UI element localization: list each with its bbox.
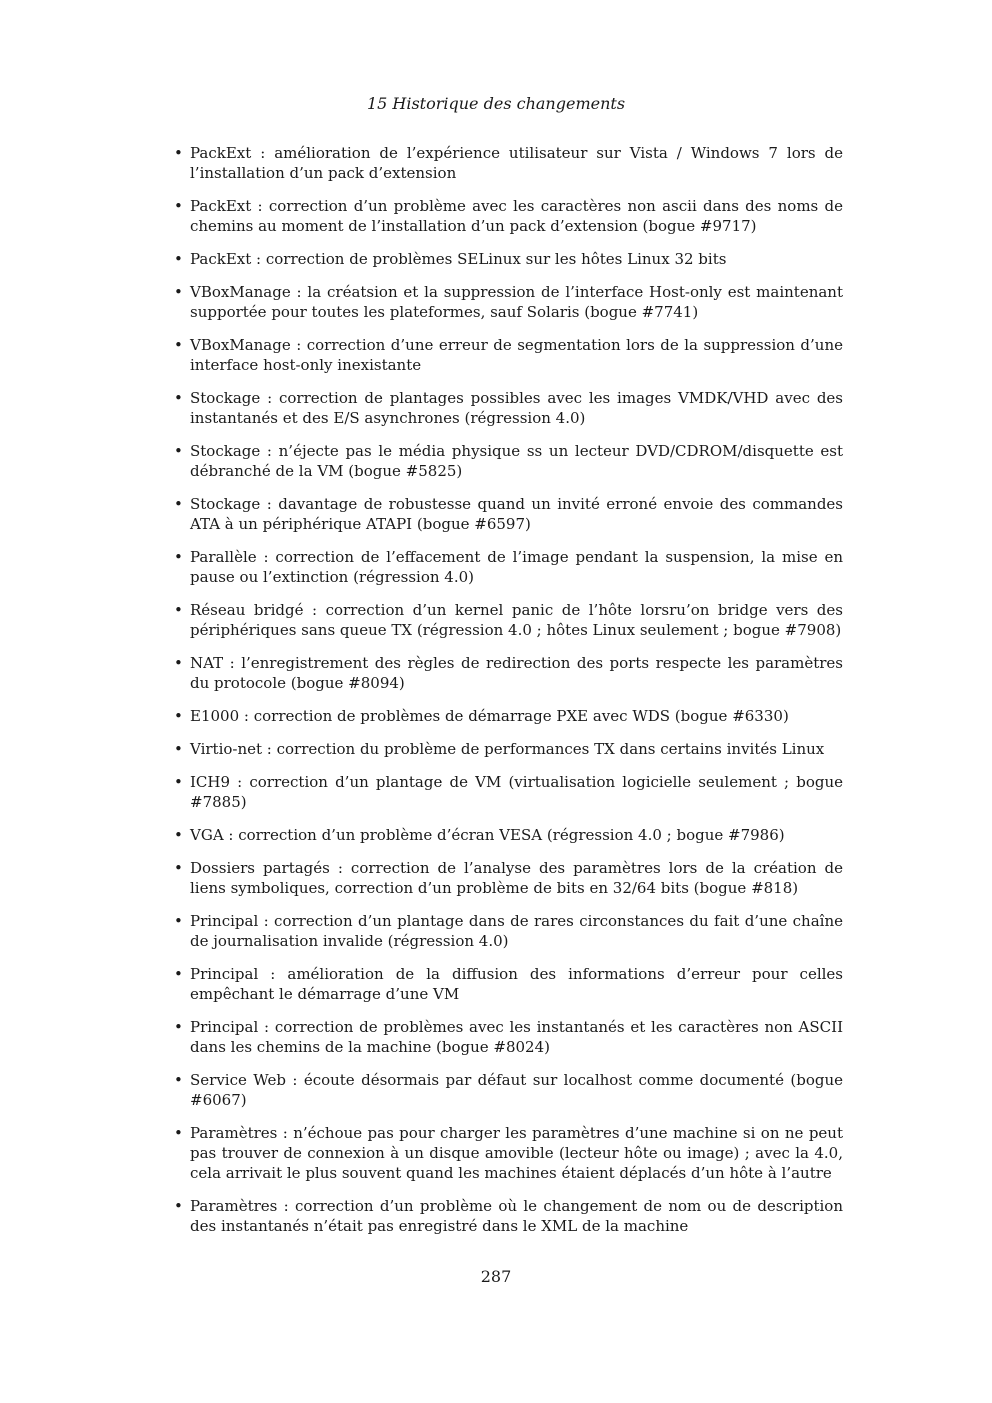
list-item — [172, 1017, 843, 1057]
list-item-text: Stockage : davantage de robustesse quand un invité erroné envoie des commandes ATA à un périphérique ATAPI (bogue #6597) — [190, 495, 843, 533]
bullet: • — [174, 283, 183, 301]
list-item-text: Principal : correction de problèmes avec les instantanés et les caractères non ASCII dans les chemins de la machine (bogue #8024) — [190, 1018, 843, 1056]
bullet: • — [174, 707, 183, 725]
list-item — [172, 858, 843, 898]
list-item-text: Paramètres : n’échoue pas pour charger les paramètres d’une machine si on ne peut pas trouver de connexion à un disque amovible (lecteur hôte ou image) ; avec la 4.0, cela arrivait le plus souvent quand les machines étaient déplacés d’un hôte à l’autre — [190, 1124, 843, 1182]
list-item-text: VBoxManage : la créatsion et la suppression de l’interface Host-only est maintenant supportée pour toutes les plateformes, sauf Solaris (bogue #7741) — [190, 283, 843, 321]
list-item — [172, 494, 843, 534]
bullet: • — [174, 859, 183, 877]
list-item-text: Service Web : écoute désormais par défaut sur localhost comme documenté (bogue #6067) — [190, 1071, 843, 1109]
bullet: • — [174, 1124, 183, 1142]
list-item-text: PackExt : correction de problèmes SELinux sur les hôtes Linux 32 bits — [190, 250, 727, 268]
list-item-text: Virtio-net : correction du problème de performances TX dans certains invités Linux — [190, 740, 825, 758]
list-item — [172, 196, 843, 236]
list-item — [172, 825, 843, 845]
list-item-text: Parallèle : correction de l’effacement de l’image pendant la suspension, la mise en pause ou l’extinction (régression 4.0) — [190, 548, 843, 586]
bullet: • — [174, 601, 183, 619]
list-item-text: E1000 : correction de problèmes de démarrage PXE avec WDS (bogue #6330) — [190, 707, 789, 725]
list-item — [172, 547, 843, 587]
list-item — [172, 388, 843, 428]
list-item — [172, 282, 843, 322]
list-item — [172, 706, 843, 726]
bullet: • — [174, 1197, 183, 1215]
list-item-text: Principal : correction d’un plantage dans de rares circonstances du fait d’une chaîne de journalisation invalide (régression 4.0) — [190, 912, 843, 950]
bullet: • — [174, 654, 183, 672]
list-item — [172, 911, 843, 951]
bullet: • — [174, 495, 183, 513]
running-header: 15 Historique des changements — [366, 94, 626, 113]
list-item — [172, 143, 843, 183]
page-number: 287 — [480, 1267, 512, 1286]
list-item — [172, 739, 843, 759]
bullet: • — [174, 1018, 183, 1036]
bullet: • — [174, 965, 183, 983]
bullet: • — [174, 826, 183, 844]
bullet: • — [174, 197, 183, 215]
list-item-text: PackExt : correction d’un problème avec les caractères non ascii dans des noms de chemins au moment de l’installation d’un pack d’extension (bogue #9717) — [190, 197, 843, 235]
list-item — [172, 964, 843, 1004]
list-item-text: VBoxManage : correction d’une erreur de segmentation lors de la suppression d’une interface host-only inexistante — [190, 336, 843, 374]
list-item-text: Stockage : n’éjecte pas le média physique ss un lecteur DVD/CDROM/disquette est débranché de la VM (bogue #5825) — [190, 442, 843, 480]
bullet: • — [174, 389, 183, 407]
bullet: • — [174, 1071, 183, 1089]
list-item — [172, 600, 843, 640]
bullet: • — [174, 740, 183, 758]
bullet: • — [174, 144, 183, 162]
list-item — [172, 1070, 843, 1110]
list-item — [172, 772, 843, 812]
list-item — [172, 335, 843, 375]
list-item — [172, 653, 843, 693]
list-item-text: VGA : correction d’un problème d’écran VESA (régression 4.0 ; bogue #7986) — [190, 826, 785, 844]
list-item-text: Paramètres : correction d’un problème où le changement de nom ou de description des instantanés n’était pas enregistré dans le XML de la machine — [190, 1197, 843, 1235]
list-item — [172, 1123, 843, 1183]
list-item-text: Dossiers partagés : correction de l’analyse des paramètres lors de la création de liens symboliques, correction d’un problème de bits en 32/64 bits (bogue #818) — [190, 859, 843, 897]
list-item — [172, 441, 843, 481]
list-item — [172, 1196, 843, 1236]
bullet: • — [174, 773, 183, 791]
bullet: • — [174, 336, 183, 354]
list-item-text: PackExt : amélioration de l’expérience utilisateur sur Vista / Windows 7 lors de l’installation d’un pack d’extension — [190, 144, 843, 182]
list-item — [172, 249, 843, 269]
bullet: • — [174, 912, 183, 930]
list-item-text: Stockage : correction de plantages possibles avec les images VMDK/VHD avec des instantanés et des E/S asynchrones (régression 4.0) — [190, 389, 843, 427]
bullet: • — [174, 548, 183, 566]
bullet: • — [174, 442, 183, 460]
bullet: • — [174, 250, 183, 268]
changelog-list — [172, 143, 843, 1249]
list-item-text: ICH9 : correction d’un plantage de VM (virtualisation logicielle seulement ; bogue #7885) — [190, 773, 843, 811]
list-item-text: Réseau bridgé : correction d’un kernel panic de l’hôte lorsru’on bridge vers des périphériques sans queue TX (régression 4.0 ; hôtes Linux seulement ; bogue #7908) — [190, 601, 843, 639]
list-item-text: Principal : amélioration de la diffusion des informations d’erreur pour celles empêchant le démarrage d’une VM — [190, 965, 843, 1003]
list-item-text: NAT : l’enregistrement des règles de redirection des ports respecte les paramètres du protocole (bogue #8094) — [190, 654, 843, 692]
